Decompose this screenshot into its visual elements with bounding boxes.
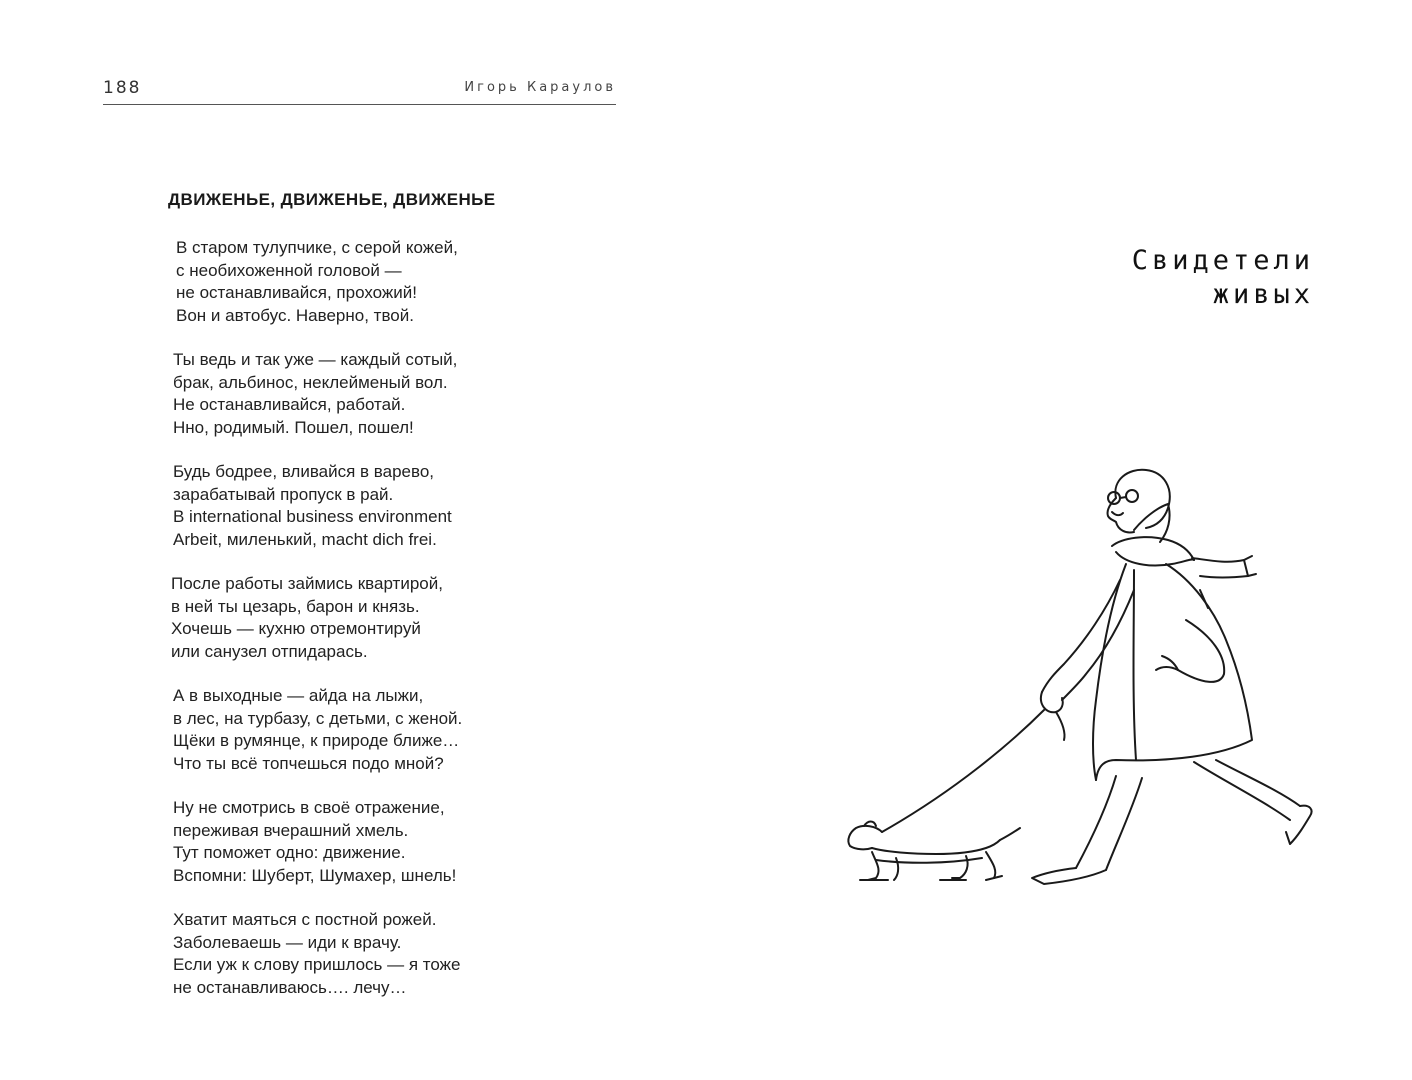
section-title [1132, 244, 1314, 312]
right-page [706, 0, 1412, 1080]
poem-line: не останавливайся, прохожий! [176, 283, 417, 302]
poem-line: Arbeit, миленький, macht dich frei. [173, 529, 437, 549]
poem-line: с необихоженной головой — [176, 260, 402, 280]
section-title-line: живых [1212, 279, 1314, 310]
poem-line: После работы займись квартирой, [171, 574, 443, 593]
poem-line: А в выходные — айда на лыжи, [173, 686, 424, 705]
poem-line: Тут поможет одно: движение. [173, 843, 406, 862]
stanza [168, 237, 588, 327]
stanza [168, 461, 588, 551]
poem-line: в ней ты цезарь, барон и князь. [171, 596, 420, 616]
poem-line: Что ты всё топчешься подо мной? [173, 753, 444, 773]
stanza [168, 797, 588, 887]
stanza [168, 573, 588, 663]
poem-line: Хватит маяться с постной рожей. [173, 910, 437, 929]
header-rule [103, 104, 616, 105]
stanza [168, 349, 588, 439]
poem [168, 186, 588, 1021]
poem-line: брак, альбинос, неклейменый вол. [173, 372, 448, 392]
illustration-drawing [816, 460, 1316, 900]
poem-line: В старом тулупчике, с серой кожей, [176, 238, 458, 257]
stanza [168, 909, 588, 999]
poem-line: Не останавливайся, работай. [173, 395, 406, 414]
poem-line: Ты ведь и так уже — каждый сотый, [173, 350, 458, 369]
poem-line: Нно, родимый. Пошел, пошел! [173, 417, 414, 437]
page-number: 188 [103, 78, 142, 98]
poem-line: Будь бодрее, вливайся в варево, [173, 462, 435, 481]
poem-line: или санузел отпидарась. [171, 641, 368, 661]
poem-line: в лес, на турбазу, с детьми, с женой. [173, 708, 463, 728]
poem-line: зарабатывай пропуск в рай. [173, 484, 394, 504]
poem-line: Вспомни: Шуберт, Шумахер, шнель! [173, 865, 457, 885]
poem-line: не останавливаюсь…. лечу… [173, 977, 407, 997]
poem-line: Вон и автобус. Наверно, твой. [176, 305, 414, 325]
poem-line: Заболеваешь — иди к врачу. [173, 932, 402, 952]
author-name: Игорь Караулов [464, 80, 616, 95]
poem-title: ДВИЖЕНЬЕ, ДВИЖЕНЬЕ, ДВИЖЕНЬЕ [168, 190, 496, 209]
poem-line: переживая вчерашний хмель. [173, 820, 409, 840]
poem-line: В international business environment [173, 507, 452, 526]
poem-line: Щёки в румянце, к природе ближе… [173, 731, 460, 750]
stanza [168, 685, 588, 775]
section-title-line: Свидетели [1131, 245, 1314, 276]
poem-line: Если уж к слову пришлось — я тоже [173, 955, 461, 974]
poem-line: Ну не смотрись в своё отражение, [173, 798, 445, 817]
poem-line: Хочешь — кухню отремонтируй [171, 619, 421, 638]
man-walking-dog-illustration [816, 460, 1316, 900]
